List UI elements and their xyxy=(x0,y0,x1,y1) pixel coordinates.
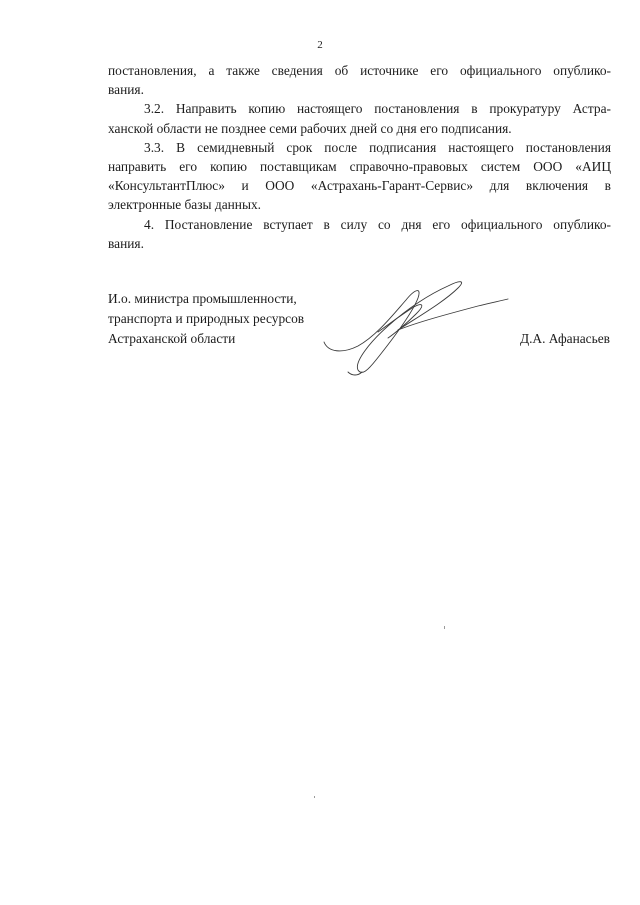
signer-name: Д.А. Афанасьев xyxy=(519,331,610,346)
signatory-title-line: И.о. министра промышленности, xyxy=(108,291,297,306)
text-line: ханской области не позднее семи рабочих дней со дня его подписания. xyxy=(108,120,512,136)
scan-speck xyxy=(314,796,315,798)
signatory-title xyxy=(108,289,304,349)
text-line: вания. xyxy=(108,82,144,98)
paragraph-4 xyxy=(108,215,611,253)
paragraph-3-3 xyxy=(108,138,611,215)
signatory-title-line: Астраханской области xyxy=(108,331,236,346)
text-line: вания. xyxy=(108,235,144,251)
text-line: направить его копию поставщикам справочно-правовых систем ООО «АИЦ xyxy=(108,159,611,175)
text-line: 3.3. В семидневный срок после подписания настоящего постановления xyxy=(144,139,611,155)
text-line: «КонсультантПлюс» и ООО «Астрахань-Гарант-Сервис» для включения в xyxy=(108,178,611,194)
signatory-title-line: транспорта и природных ресурсов xyxy=(108,311,305,326)
scan-speck xyxy=(444,626,445,629)
document-body xyxy=(108,61,611,253)
handwritten-signature xyxy=(318,268,518,388)
page-number: 2 xyxy=(317,39,323,51)
text-line: 4. Постановление вступает в силу со дня его официального опублико- xyxy=(144,216,611,232)
text-line: 3.2. Направить копию настоящего постановления в прокуратуру Астра- xyxy=(144,101,611,117)
paragraph-continuation xyxy=(108,61,611,99)
text-line: постановления, а также сведения об источнике его официального опублико- xyxy=(108,63,611,78)
paragraph-3-2 xyxy=(108,99,611,137)
text-line: электронные базы данных. xyxy=(108,197,262,213)
